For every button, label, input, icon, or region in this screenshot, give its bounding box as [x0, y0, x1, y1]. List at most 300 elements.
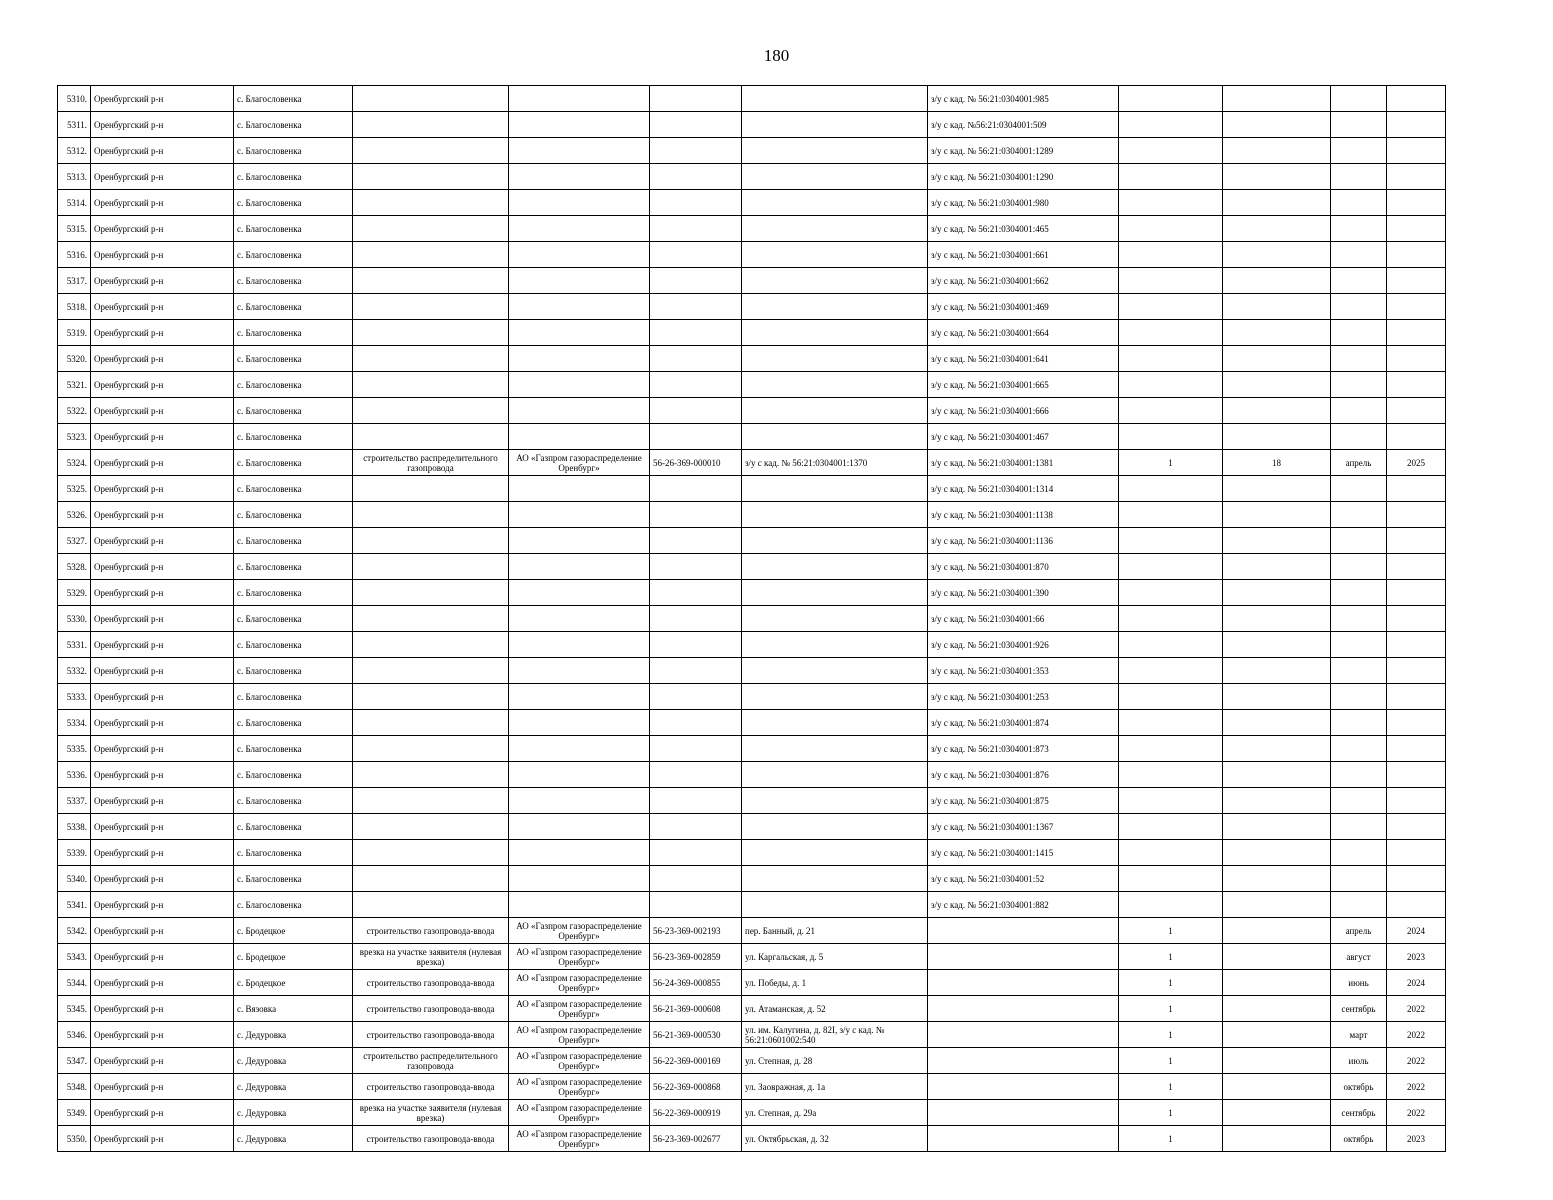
work-type-cell: строительство газопровода-ввода — [353, 1126, 509, 1152]
row-number: 5333. — [58, 684, 91, 710]
row-number: 5329. — [58, 580, 91, 606]
land-plot-cell — [928, 970, 1119, 996]
land-plot-cell: з/у с кад. № 56:21:0304001:1381 — [928, 450, 1119, 476]
count-cell — [1119, 86, 1223, 112]
settlement-cell: с. Благословенка — [234, 268, 353, 294]
count-cell — [1119, 242, 1223, 268]
settlement-cell: с. Благословенка — [234, 138, 353, 164]
table-row — [58, 1126, 1446, 1152]
work-type-cell — [353, 892, 509, 918]
count-cell — [1119, 658, 1223, 684]
settlement-cell: с. Дедуровка — [234, 1074, 353, 1100]
row-number: 5317. — [58, 268, 91, 294]
month-cell — [1331, 866, 1387, 892]
district-cell: Оренбургский р-н — [91, 710, 234, 736]
district-cell: Оренбургский р-н — [91, 840, 234, 866]
count-cell — [1119, 580, 1223, 606]
settlement-cell: с. Благословенка — [234, 190, 353, 216]
work-type-cell — [353, 112, 509, 138]
organization-cell — [509, 346, 650, 372]
month-cell — [1331, 86, 1387, 112]
length-cell — [1223, 1048, 1331, 1074]
application-number-cell — [650, 346, 742, 372]
address-cell — [742, 606, 928, 632]
district-cell: Оренбургский р-н — [91, 1048, 234, 1074]
district-cell: Оренбургский р-н — [91, 476, 234, 502]
application-number-cell: 56-22-369-000169 — [650, 1048, 742, 1074]
table-row — [58, 580, 1446, 606]
settlement-cell: с. Благословенка — [234, 320, 353, 346]
application-number-cell — [650, 86, 742, 112]
work-type-cell — [353, 476, 509, 502]
settlement-cell: с. Благословенка — [234, 684, 353, 710]
settlement-cell: с. Благословенка — [234, 580, 353, 606]
work-type-cell — [353, 242, 509, 268]
count-cell: 1 — [1119, 918, 1223, 944]
organization-cell — [509, 814, 650, 840]
application-number-cell — [650, 892, 742, 918]
land-plot-cell: з/у с кад. № 56:21:0304001:874 — [928, 710, 1119, 736]
table-row — [58, 476, 1446, 502]
land-plot-cell: з/у с кад. № 56:21:0304001:1367 — [928, 814, 1119, 840]
settlement-cell: с. Благословенка — [234, 528, 353, 554]
count-cell: 1 — [1119, 1100, 1223, 1126]
land-plot-cell — [928, 1048, 1119, 1074]
year-cell — [1387, 398, 1446, 424]
row-number: 5312. — [58, 138, 91, 164]
land-plot-cell: з/у с кад. № 56:21:0304001:873 — [928, 736, 1119, 762]
settlement-cell: с. Благословенка — [234, 632, 353, 658]
year-cell: 2022 — [1387, 1100, 1446, 1126]
table-row — [58, 840, 1446, 866]
application-number-cell — [650, 502, 742, 528]
address-cell — [742, 580, 928, 606]
work-type-cell — [353, 554, 509, 580]
count-cell — [1119, 554, 1223, 580]
month-cell — [1331, 606, 1387, 632]
work-type-cell — [353, 424, 509, 450]
work-type-cell: строительство газопровода-ввода — [353, 1074, 509, 1100]
row-number: 5318. — [58, 294, 91, 320]
length-cell — [1223, 294, 1331, 320]
count-cell — [1119, 346, 1223, 372]
table-row — [58, 1022, 1446, 1048]
district-cell: Оренбургский р-н — [91, 866, 234, 892]
application-number-cell — [650, 632, 742, 658]
work-type-cell — [353, 840, 509, 866]
district-cell: Оренбургский р-н — [91, 242, 234, 268]
month-cell — [1331, 190, 1387, 216]
table-row — [58, 736, 1446, 762]
organization-cell — [509, 476, 650, 502]
work-type-cell — [353, 866, 509, 892]
length-cell — [1223, 606, 1331, 632]
settlement-cell: с. Благословенка — [234, 450, 353, 476]
organization-cell — [509, 268, 650, 294]
length-cell — [1223, 242, 1331, 268]
length-cell — [1223, 632, 1331, 658]
organization-cell — [509, 138, 650, 164]
organization-cell — [509, 762, 650, 788]
district-cell: Оренбургский р-н — [91, 788, 234, 814]
district-cell: Оренбургский р-н — [91, 372, 234, 398]
month-cell — [1331, 216, 1387, 242]
organization-cell — [509, 658, 650, 684]
length-cell — [1223, 424, 1331, 450]
address-cell: ул. Октябрьская, д. 32 — [742, 1126, 928, 1152]
table-row — [58, 866, 1446, 892]
month-cell — [1331, 684, 1387, 710]
organization-cell — [509, 632, 650, 658]
settlement-cell: с. Дедуровка — [234, 1048, 353, 1074]
count-cell: 1 — [1119, 450, 1223, 476]
count-cell — [1119, 684, 1223, 710]
organization-cell: АО «Газпром газораспределение Оренбург» — [509, 1074, 650, 1100]
settlement-cell: с. Благословенка — [234, 424, 353, 450]
month-cell: октябрь — [1331, 1126, 1387, 1152]
length-cell — [1223, 112, 1331, 138]
month-cell — [1331, 528, 1387, 554]
land-plot-cell — [928, 1126, 1119, 1152]
organization-cell — [509, 112, 650, 138]
work-type-cell: строительство газопровода-ввода — [353, 996, 509, 1022]
month-cell: март — [1331, 1022, 1387, 1048]
table-row — [58, 502, 1446, 528]
work-type-cell — [353, 606, 509, 632]
settlement-cell: с. Благословенка — [234, 554, 353, 580]
address-cell: ул. Победы, д. 1 — [742, 970, 928, 996]
row-number: 5342. — [58, 918, 91, 944]
organization-cell: АО «Газпром газораспределение Оренбург» — [509, 1126, 650, 1152]
land-plot-cell: з/у с кад. № 56:21:0304001:661 — [928, 242, 1119, 268]
land-plot-cell: з/у с кад. № 56:21:0304001:253 — [928, 684, 1119, 710]
settlement-cell: с. Благословенка — [234, 216, 353, 242]
table-row — [58, 762, 1446, 788]
year-cell — [1387, 814, 1446, 840]
table-row — [58, 892, 1446, 918]
count-cell — [1119, 814, 1223, 840]
length-cell — [1223, 684, 1331, 710]
year-cell: 2024 — [1387, 970, 1446, 996]
table-body — [58, 86, 1446, 1152]
land-plot-cell: з/у с кад. № 56:21:0304001:662 — [928, 268, 1119, 294]
work-type-cell — [353, 190, 509, 216]
count-cell — [1119, 892, 1223, 918]
year-cell: 2022 — [1387, 1022, 1446, 1048]
year-cell: 2023 — [1387, 944, 1446, 970]
row-number: 5338. — [58, 814, 91, 840]
application-number-cell — [650, 866, 742, 892]
row-number: 5314. — [58, 190, 91, 216]
work-type-cell — [353, 658, 509, 684]
district-cell: Оренбургский р-н — [91, 892, 234, 918]
address-cell — [742, 658, 928, 684]
application-number-cell — [650, 606, 742, 632]
settlement-cell: с. Бродецкое — [234, 970, 353, 996]
count-cell — [1119, 788, 1223, 814]
row-number: 5345. — [58, 996, 91, 1022]
year-cell — [1387, 216, 1446, 242]
year-cell — [1387, 424, 1446, 450]
application-number-cell — [650, 268, 742, 294]
table-row — [58, 606, 1446, 632]
count-cell — [1119, 606, 1223, 632]
address-cell — [742, 164, 928, 190]
year-cell: 2023 — [1387, 1126, 1446, 1152]
land-plot-cell: з/у с кад. № 56:21:0304001:926 — [928, 632, 1119, 658]
year-cell — [1387, 606, 1446, 632]
table-row — [58, 242, 1446, 268]
count-cell — [1119, 476, 1223, 502]
length-cell — [1223, 814, 1331, 840]
land-plot-cell: з/у с кад. № 56:21:0304001:641 — [928, 346, 1119, 372]
year-cell — [1387, 320, 1446, 346]
district-cell: Оренбургский р-н — [91, 658, 234, 684]
count-cell — [1119, 710, 1223, 736]
table-row — [58, 944, 1446, 970]
district-cell: Оренбургский р-н — [91, 944, 234, 970]
row-number: 5315. — [58, 216, 91, 242]
district-cell: Оренбургский р-н — [91, 216, 234, 242]
work-type-cell — [353, 684, 509, 710]
month-cell — [1331, 138, 1387, 164]
table-row — [58, 372, 1446, 398]
month-cell — [1331, 372, 1387, 398]
address-cell: ул. Степная, д. 28 — [742, 1048, 928, 1074]
length-cell — [1223, 190, 1331, 216]
work-type-cell: врезка на участке заявителя (нулевая врезка) — [353, 944, 509, 970]
application-number-cell — [650, 580, 742, 606]
address-cell — [742, 424, 928, 450]
land-plot-cell: з/у с кад. № 56:21:0304001:1314 — [928, 476, 1119, 502]
length-cell — [1223, 164, 1331, 190]
district-cell: Оренбургский р-н — [91, 762, 234, 788]
count-cell — [1119, 216, 1223, 242]
count-cell: 1 — [1119, 970, 1223, 996]
organization-cell: АО «Газпром газораспределение Оренбург» — [509, 450, 650, 476]
table-row — [58, 268, 1446, 294]
address-cell — [742, 684, 928, 710]
organization-cell — [509, 242, 650, 268]
length-cell — [1223, 892, 1331, 918]
work-type-cell: строительство распределительного газопровода — [353, 450, 509, 476]
land-plot-cell: з/у с кад. №56:21:0304001:509 — [928, 112, 1119, 138]
count-cell — [1119, 138, 1223, 164]
length-cell — [1223, 1126, 1331, 1152]
work-type-cell — [353, 788, 509, 814]
length-cell — [1223, 866, 1331, 892]
length-cell — [1223, 138, 1331, 164]
month-cell — [1331, 788, 1387, 814]
land-plot-cell — [928, 944, 1119, 970]
year-cell — [1387, 268, 1446, 294]
work-type-cell: строительство газопровода-ввода — [353, 918, 509, 944]
month-cell — [1331, 762, 1387, 788]
land-plot-cell: з/у с кад. № 56:21:0304001:664 — [928, 320, 1119, 346]
address-cell — [742, 112, 928, 138]
land-plot-cell: з/у с кад. № 56:21:0304001:875 — [928, 788, 1119, 814]
count-cell — [1119, 502, 1223, 528]
settlement-cell: с. Дедуровка — [234, 1100, 353, 1126]
application-number-cell — [650, 294, 742, 320]
row-number: 5324. — [58, 450, 91, 476]
land-plot-cell: з/у с кад. № 56:21:0304001:469 — [928, 294, 1119, 320]
settlement-cell: с. Благословенка — [234, 814, 353, 840]
address-cell — [742, 268, 928, 294]
address-cell — [742, 736, 928, 762]
year-cell — [1387, 736, 1446, 762]
settlement-cell: с. Бродецкое — [234, 944, 353, 970]
work-type-cell — [353, 710, 509, 736]
row-number: 5348. — [58, 1074, 91, 1100]
count-cell — [1119, 268, 1223, 294]
length-cell — [1223, 320, 1331, 346]
district-cell: Оренбургский р-н — [91, 1100, 234, 1126]
month-cell — [1331, 736, 1387, 762]
length-cell — [1223, 1074, 1331, 1100]
page-number: 180 — [763, 46, 790, 65]
year-cell — [1387, 528, 1446, 554]
address-cell — [742, 710, 928, 736]
work-type-cell — [353, 372, 509, 398]
organization-cell — [509, 502, 650, 528]
table-row — [58, 346, 1446, 372]
district-cell: Оренбургский р-н — [91, 996, 234, 1022]
work-type-cell — [353, 580, 509, 606]
row-number: 5331. — [58, 632, 91, 658]
length-cell — [1223, 502, 1331, 528]
application-number-cell — [650, 164, 742, 190]
address-cell — [742, 138, 928, 164]
count-cell — [1119, 112, 1223, 138]
application-number-cell — [650, 476, 742, 502]
land-plot-cell: з/у с кад. № 56:21:0304001:1136 — [928, 528, 1119, 554]
organization-cell — [509, 840, 650, 866]
district-cell: Оренбургский р-н — [91, 424, 234, 450]
application-number-cell — [650, 216, 742, 242]
length-cell — [1223, 658, 1331, 684]
year-cell — [1387, 658, 1446, 684]
year-cell — [1387, 476, 1446, 502]
length-cell — [1223, 944, 1331, 970]
month-cell — [1331, 580, 1387, 606]
work-type-cell — [353, 138, 509, 164]
application-number-cell — [650, 762, 742, 788]
organization-cell: АО «Газпром газораспределение Оренбург» — [509, 996, 650, 1022]
address-cell: ул. Степная, д. 29а — [742, 1100, 928, 1126]
settlement-cell: с. Благословенка — [234, 762, 353, 788]
year-cell — [1387, 788, 1446, 814]
organization-cell — [509, 86, 650, 112]
table-row — [58, 814, 1446, 840]
address-cell — [742, 788, 928, 814]
work-type-cell — [353, 528, 509, 554]
land-plot-cell — [928, 1100, 1119, 1126]
count-cell — [1119, 632, 1223, 658]
table-row — [58, 164, 1446, 190]
application-number-cell — [650, 424, 742, 450]
land-plot-cell: з/у с кад. № 56:21:0304001:467 — [928, 424, 1119, 450]
year-cell — [1387, 242, 1446, 268]
table-row — [58, 970, 1446, 996]
work-type-cell — [353, 268, 509, 294]
month-cell — [1331, 424, 1387, 450]
length-cell — [1223, 736, 1331, 762]
table-row — [58, 190, 1446, 216]
year-cell — [1387, 86, 1446, 112]
address-cell — [742, 346, 928, 372]
count-cell: 1 — [1119, 1074, 1223, 1100]
district-cell: Оренбургский р-н — [91, 86, 234, 112]
organization-cell — [509, 684, 650, 710]
count-cell — [1119, 528, 1223, 554]
district-cell: Оренбургский р-н — [91, 164, 234, 190]
table-row — [58, 554, 1446, 580]
table-row — [58, 996, 1446, 1022]
district-cell: Оренбургский р-н — [91, 606, 234, 632]
settlement-cell: с. Благословенка — [234, 866, 353, 892]
row-number: 5336. — [58, 762, 91, 788]
row-number: 5349. — [58, 1100, 91, 1126]
application-number-cell — [650, 710, 742, 736]
row-number: 5335. — [58, 736, 91, 762]
address-cell — [742, 762, 928, 788]
table-row — [58, 112, 1446, 138]
year-cell — [1387, 346, 1446, 372]
address-cell — [742, 320, 928, 346]
row-number: 5321. — [58, 372, 91, 398]
organization-cell — [509, 736, 650, 762]
organization-cell — [509, 580, 650, 606]
application-number-cell: 56-21-369-000608 — [650, 996, 742, 1022]
work-type-cell — [353, 502, 509, 528]
table-row — [58, 1074, 1446, 1100]
district-cell: Оренбургский р-н — [91, 138, 234, 164]
organization-cell: АО «Газпром газораспределение Оренбург» — [509, 918, 650, 944]
row-number: 5319. — [58, 320, 91, 346]
settlement-cell: с. Благословенка — [234, 398, 353, 424]
year-cell: 2024 — [1387, 918, 1446, 944]
organization-cell — [509, 372, 650, 398]
table-row — [58, 1048, 1446, 1074]
district-cell: Оренбургский р-н — [91, 554, 234, 580]
year-cell — [1387, 710, 1446, 736]
land-plot-cell — [928, 918, 1119, 944]
land-plot-cell: з/у с кад. № 56:21:0304001:52 — [928, 866, 1119, 892]
application-number-cell: 56-23-369-002677 — [650, 1126, 742, 1152]
year-cell: 2025 — [1387, 450, 1446, 476]
row-number: 5350. — [58, 1126, 91, 1152]
land-plot-cell: з/у с кад. № 56:21:0304001:1290 — [928, 164, 1119, 190]
month-cell — [1331, 242, 1387, 268]
organization-cell: АО «Газпром газораспределение Оренбург» — [509, 1022, 650, 1048]
organization-cell — [509, 788, 650, 814]
row-number: 5343. — [58, 944, 91, 970]
year-cell: 2022 — [1387, 1074, 1446, 1100]
year-cell — [1387, 372, 1446, 398]
settlement-cell: с. Благословенка — [234, 606, 353, 632]
organization-cell: АО «Газпром газораспределение Оренбург» — [509, 944, 650, 970]
address-cell: з/у с кад. № 56:21:0304001:1370 — [742, 450, 928, 476]
land-plot-cell: з/у с кад. № 56:21:0304001:1289 — [928, 138, 1119, 164]
table-row — [58, 294, 1446, 320]
address-cell — [742, 866, 928, 892]
year-cell — [1387, 840, 1446, 866]
address-cell — [742, 242, 928, 268]
row-number: 5311. — [58, 112, 91, 138]
district-cell: Оренбургский р-н — [91, 502, 234, 528]
length-cell — [1223, 918, 1331, 944]
